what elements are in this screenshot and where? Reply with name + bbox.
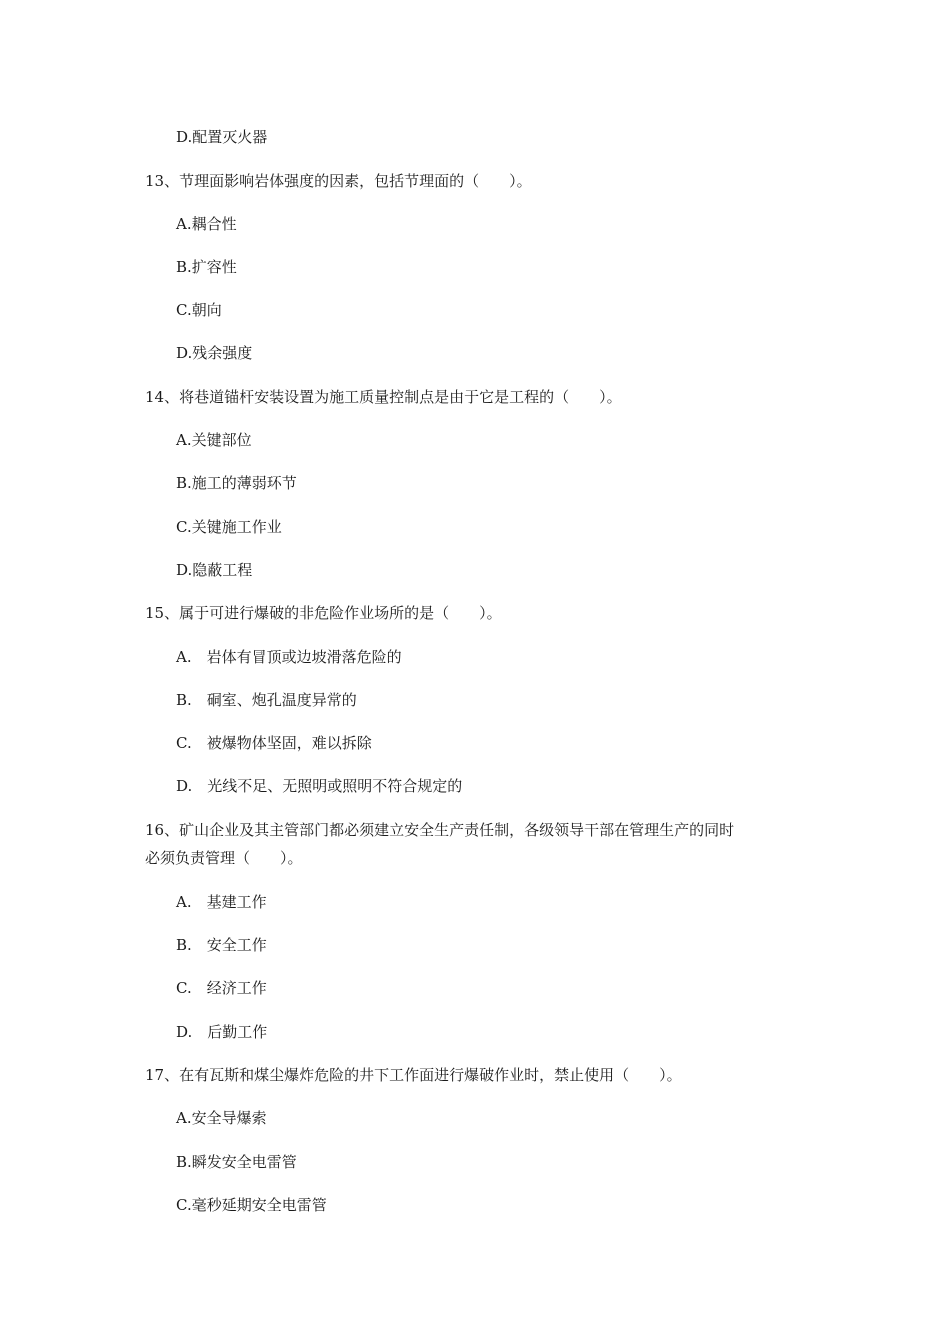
q15-option-a: A. 岩体有冒顶或边坡滑落危险的 [176,648,402,666]
q17-option-a: A.安全导爆索 [176,1109,267,1127]
q17-option-b: B.瞬发安全电雷管 [176,1153,297,1171]
q14-option-d: D.隐蔽工程 [176,561,253,579]
q12-option-d: D.配置灭火器 [176,128,268,146]
q17-option-c: C.毫秒延期安全电雷管 [176,1196,327,1214]
q16-option-b: B. 安全工作 [176,936,267,954]
q13-question: 13、节理面影响岩体强度的因素，包括节理面的（ ）。 [145,172,532,190]
q17-question: 17、在有瓦斯和煤尘爆炸危险的井下工作面进行爆破作业时，禁止使用（ ）。 [145,1066,682,1084]
q15-option-c: C. 被爆物体坚固，难以拆除 [176,734,372,752]
q13-option-c: C.朝向 [176,301,222,319]
q13-option-a: A.耦合性 [176,215,237,233]
q16-question-line1: 16、矿山企业及其主管部门都必须建立安全生产责任制，各级领导干部在管理生产的同时 [145,821,735,839]
q16-option-a: A. 基建工作 [176,893,267,911]
q14-option-a: A.关键部位 [176,431,252,449]
q15-question: 15、属于可进行爆破的非危险作业场所的是（ ）。 [145,604,502,622]
q16-option-c: C. 经济工作 [176,979,267,997]
q14-option-b: B.施工的薄弱环节 [176,474,297,492]
q14-option-c: C.关键施工作业 [176,518,282,536]
q16-option-d: D. 后勤工作 [176,1023,268,1041]
q15-option-b: B. 硐室、炮孔温度异常的 [176,691,357,709]
q16-question-line2: 必须负责管理（ ）。 [145,849,303,867]
q15-option-d: D. 光线不足、无照明或照明不符合规定的 [176,777,463,795]
q13-option-d: D.残余强度 [176,344,253,362]
q14-question: 14、将巷道锚杆安装设置为施工质量控制点是由于它是工程的（ ）。 [145,388,622,406]
q13-option-b: B.扩容性 [176,258,237,276]
